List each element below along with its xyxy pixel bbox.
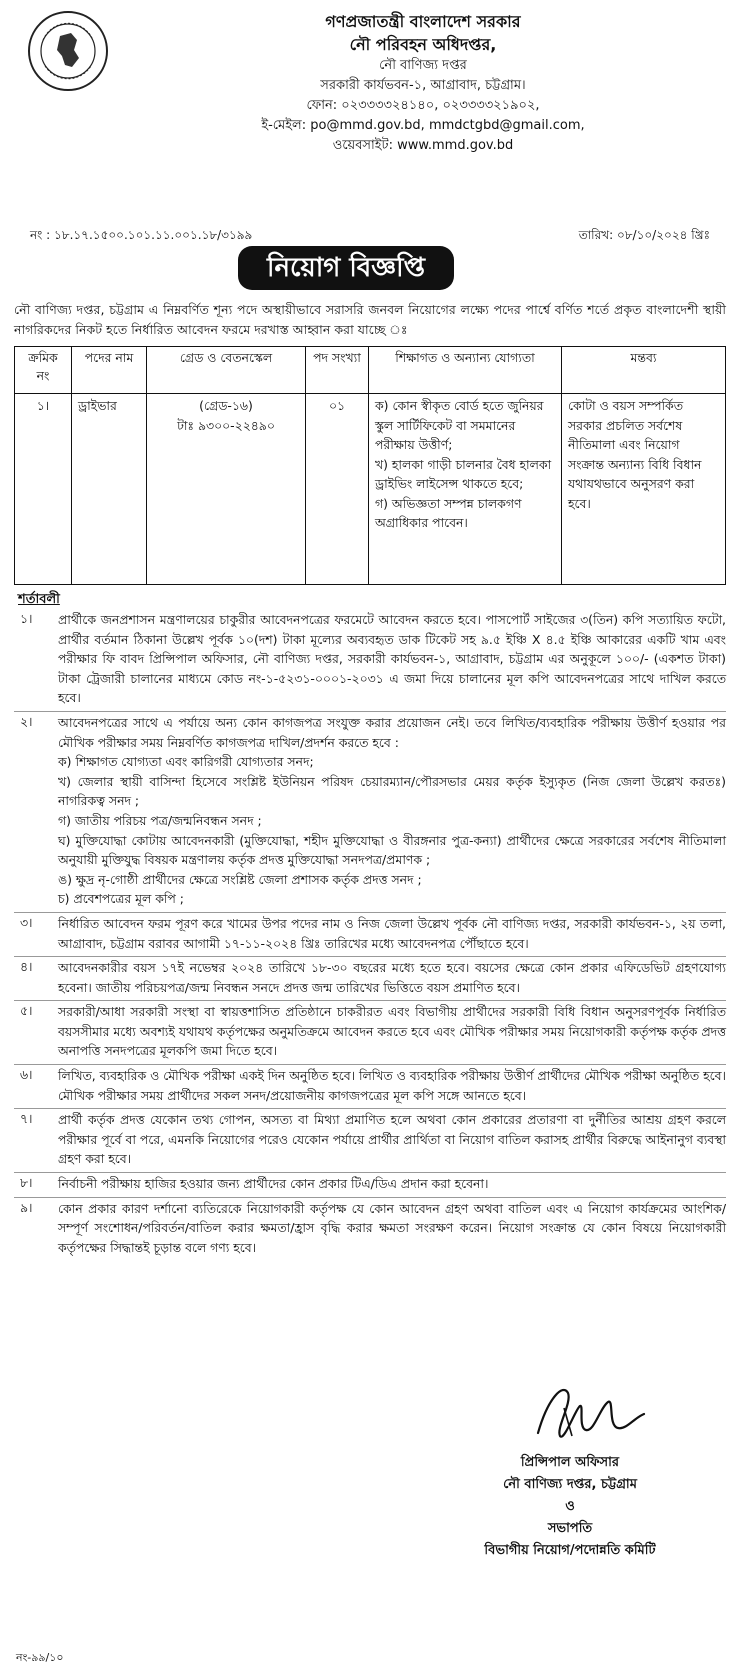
- condition-number: ৪।: [20, 959, 33, 975]
- condition-item: [14, 1173, 726, 1198]
- signatory-office: নৌ বাণিজ্য দপ্তর, চট্টগ্রাম: [503, 1477, 637, 1492]
- table-row: [15, 394, 726, 585]
- condition-number: ২।: [20, 713, 33, 729]
- department-name: নৌ পরিবহন অধিদপ্তর,: [349, 35, 497, 54]
- footer-code: নং-৯৯/১০: [16, 1651, 64, 1664]
- col-count: পদ সংখ্যা: [306, 347, 369, 394]
- memo-number: নং : ১৮.১৭.১৫০০.১০১.১১.০০১.১৮/৩১৯৯: [30, 228, 253, 242]
- row-grade: [147, 394, 306, 585]
- document-item: ঘ) মুক্তিযোদ্ধা কোটায় আবেদনকারী (মুক্তিযোদ্ধা, শহীদ মুক্তিযোদ্ধা ও বীরঙ্গনার পুত্র-কন্যা) প্রার্থীদের ক্ষেত্রে সরকারের সর্বশেষ নীতিমালা অনুযায়ী মুক্তিযুদ্ধ বিষয়ক মন্ত্রণালয় কর্তৃক প্রদত্ত মুক্তিযোদ্ধা সনদপত্র/প্রমাণক ;: [58, 832, 726, 868]
- condition-text: আবেদনকারীর বয়স ১৭ই নভেম্বর ২০২৪ তারিখে ১৮-৩০ বছরের মধ্যে হতে হবে। বয়সের ক্ষেত্রে কোন প্রকার এফিডেভিট গ্রহণযোগ্য হবেনা। জাতীয় পরিচয়পত্র/জন্ম নিবন্ধন সনদে প্রদত্ত জন্ম তারিখের ভিত্তিতে বয়স প্রমাণিত হবে।: [58, 960, 726, 995]
- row-qualification: [369, 394, 562, 585]
- committee-name: বিভাগীয় নিয়োগ/পদোন্নতি কমিটি: [484, 1543, 656, 1558]
- condition-text: কোন প্রকার কারণ দর্শানো ব্যতিরেকে নিয়োগকারী কর্তৃপক্ষ যে কোন আবেদন গ্রহণ অথবা বাতিল এবং এ নিয়োগ কার্যক্রমের আংশিক/সম্পূর্ণ সংশোধন/পরিবর্তন/বাতিল করার ক্ষমতা/হ্রাস বৃদ্ধি করার ক্ষমতা সংরক্ষণ করেন। নিয়োগ সংক্রান্ত যে কোন বিষয়ে নিয়োগকারী কর্তৃপক্ষের সিদ্ধান্তই চূড়ান্ত বলে গণ্য হবে।: [58, 1200, 726, 1255]
- condition-number: ৯।: [20, 1199, 33, 1215]
- document-item: খ) জেলার স্থায়ী বাসিন্দা হিসেবে সংশ্লিষ্ট ইউনিয়ন পরিষদ চেয়ারম্যান/পৌরসভার মেয়র কর্তৃক ইস্যুকৃত (নিজ জেলা উল্লেখ করতঃ) নাগরিকত্ব সনদ ;: [58, 773, 726, 809]
- notice-date: তারিখ: ০৮/১০/২০২৪ খ্রিঃ: [578, 228, 710, 242]
- pay-scale: টাঃ ৯৩০০-২২৪৯০: [177, 417, 275, 433]
- condition-number: ৬।: [20, 1067, 33, 1083]
- vacancy-table: [14, 346, 726, 585]
- condition-item: [14, 1198, 726, 1261]
- row-serial: ১।: [15, 394, 72, 585]
- signatory-conjunction: ও: [565, 1499, 575, 1514]
- condition-text: প্রার্থী কর্তৃক প্রদত্ত যেকোন তথ্য গোপন, অসত্য বা মিথ্যা প্রমাণিত হলে অথবা কোন প্রকারের প্রতারণা বা দুর্নীতির আশ্রয় গ্রহণ করলে পরীক্ষার পূর্বে বা পরে, এমনকি নিয়োগের পরেও যেকোন পর্যায়ে প্রার্থীর প্রার্থিতা বা নিয়োগ বাতিল করাসহ প্রার্থীর বিরুদ্ধে আইনানুগ ব্যবস্থা গ্রহণ করা হবে।: [58, 1112, 726, 1167]
- conditions-list: [14, 609, 726, 1260]
- qualification-item: ক) কোন স্বীকৃত বোর্ড হতে জুনিয়র স্কুল সার্টিফিকেট বা সমমানের পরীক্ষায় উত্তীর্ণ;: [375, 398, 544, 452]
- document-item: ঙ) ক্ষুদ্র নৃ-গোষ্ঠী প্রার্থীদের ক্ষেত্রে সংশ্লিষ্ট জেলা প্রশাসক কর্তৃক প্রদত্ত সনদ ;: [58, 871, 422, 887]
- office-address: সরকারী কার্যভবন-১, আগ্রাবাদ, চট্টগ্রাম।: [320, 78, 526, 93]
- office-name: নৌ বাণিজ্য দপ্তর: [379, 58, 467, 73]
- condition-item: [14, 712, 726, 913]
- condition-text: নির্ধারিত আবেদন ফরম পূরণ করে খামের উপর পদের নাম ও নিজ জেলা উল্লেখ পূর্বক নৌ বাণিজ্য দপ্তর, সরকারী কার্যভবন-১, ২য় তলা, আগ্রাবাদ, চট্টগ্রাম বরাবর আগামী ১৭-১১-২০২৪ খ্রিঃ তারিখের মধ্যে আবেদনপত্র পৌঁছাতে হবে।: [58, 915, 726, 951]
- government-seal: [27, 10, 109, 92]
- notice-title: নিয়োগ বিজ্ঞপ্তি: [238, 246, 454, 290]
- conditions-heading: শর্তাবলী: [18, 592, 60, 607]
- condition-item: [14, 957, 726, 1001]
- row-post: ড্রাইভার: [72, 394, 147, 585]
- col-qualification: শিক্ষাগত ও অন্যান্য যোগ্যতা: [369, 347, 562, 394]
- row-remarks: কোটা ও বয়স সম্পর্কিত সরকার প্রচলিত সর্বশেষ নীতিমালা এবং নিয়োগ সংক্রান্ত অন্যান্য বিধি বিধান যথাযথভাবে অনুসরণ করা হবে।: [562, 394, 726, 585]
- condition-number: ১।: [20, 611, 33, 626]
- col-serial: ক্রমিক নং: [15, 347, 72, 394]
- document-item: ক) শিক্ষাগত যোগ্যতা এবং কারিগরী যোগ্যতার সনদ;: [58, 754, 314, 770]
- govt-name: গণপ্রজাতন্ত্রী বাংলাদেশ সরকার: [325, 12, 521, 31]
- qualification-item: খ) হালকা গাড়ী চালনার বৈধ হালকা ড্রাইভিং লাইসেন্স থাকতে হবে;: [375, 456, 552, 491]
- document-item: গ) জাতীয় পরিচয় পত্র/জন্মনিবন্ধন সনদ ;: [58, 812, 262, 828]
- phone-numbers: ফোন: ০২৩৩৩৩২৪১৪০, ০২৩৩৩৩২১৯০২,: [306, 98, 540, 113]
- condition-text: লিখিত, ব্যবহারিক ও মৌখিক পরীক্ষা একই দিন অনুষ্ঠিত হবে। লিখিত ও ব্যবহারিক পরীক্ষায় উত্তীর্ণ প্রার্থীদের মৌখিক পরীক্ষা অনুষ্ঠিত হবে। মৌখিক পরীক্ষার সময় প্রার্থীদের সকল সনদ/প্রয়োজনীয় কাগজপত্রের মূল কপি সঙ্গে আনতে হবে।: [58, 1068, 726, 1103]
- document-item: চ) প্রবেশপত্রের মূল কপি ;: [58, 891, 184, 907]
- intro-paragraph: নৌ বাণিজ্য দপ্তর, চট্টগ্রাম এ নিম্নবর্ণিত শূন্য পদে অস্থায়ীভাবে সরাসরি জনবল নিয়োগের লক্ষ্যে পদের পার্শ্বে বর্ণিত শর্তে প্রকৃত বাংলাদেশী স্থায়ী নাগরিকদের নিকট হতে নির্ধারিত আবেদন ফরমে দরখাস্ত আহ্বান করা যাচ্ছে ঃ: [14, 302, 726, 337]
- website: ওয়েবসাইট: www.mmd.gov.bd: [332, 138, 514, 153]
- condition-item: [14, 609, 726, 712]
- condition-text: নির্বাচনী পরীক্ষায় হাজির হওয়ার জন্য প্রার্থীদের কোন প্রকার টিএ/ডিএ প্রদান করা হবেনা।: [58, 1176, 489, 1192]
- table-header-row: [15, 347, 726, 394]
- condition-item: [14, 1065, 726, 1109]
- col-post: পদের নাম: [72, 347, 147, 394]
- signatory-title: প্রিন্সিপাল অফিসার: [520, 1455, 620, 1470]
- row-count: ০১: [306, 394, 369, 585]
- letterhead: [120, 10, 726, 156]
- grade-text: (গ্রেড-১৬): [199, 398, 253, 413]
- condition-item: [14, 1109, 726, 1173]
- condition-number: ৩।: [20, 914, 33, 930]
- condition-text: প্রার্থীকে জনপ্রশাসন মন্ত্রণালয়ের চাকুরীর আবেদনপত্রের ফরমেটে আবেদন করতে হবে। পাসপোর্ট সাইজের ৩(তিন) কপি সত্যায়িত ফটো, প্রার্থীর বর্তমান ঠিকানা উল্লেখ পূর্বক ১০(দশ) টাকা মূল্যের অব্যবহৃত ডাক টিকেট সহ ৯.৫ ইঞ্চি X ৪.৫ ইঞ্চি আকারের একটি খাম এবং পরীক্ষার ফি বাবদ প্রিন্সিপাল অফিসার, নৌ বাণিজ্য দপ্তর, সরকারী কার্যভবন-১, আগ্রাবাদ, চট্টগ্রাম এর অনুকূলে ১০০/- (একশত টাকা) টাকা ট্রেজারী চালানের মাধ্যমে কোড নং-১-৫২৩১-০০০১-২০৩১ এ জমা দিয়ে চালানের মূল কপি আবেদনপত্রের সাথে দাখিল করতে হবে।: [58, 612, 726, 706]
- handwritten-signature: [468, 1378, 698, 1448]
- qualification-item: গ) অভিজ্ঞতা সম্পন্ন চালকগণ অগ্রাধিকার পাবেন।: [375, 495, 522, 530]
- col-grade: গ্রেড ও বেতনস্কেল: [147, 347, 306, 394]
- condition-number: ৫।: [20, 1003, 33, 1019]
- condition-item: [14, 913, 726, 957]
- col-remarks: মন্তব্য: [562, 347, 726, 394]
- condition-item: [14, 1001, 726, 1065]
- condition-text: আবেদনপত্রের সাথে এ পর্যায়ে অন্য কোন কাগজপত্র সংযুক্ত করার প্রয়োজন নেই। তবে লিখিত/ব্যবহারিক পরীক্ষায় উত্তীর্ণ হওয়ার পর মৌখিক পরীক্ষার সময় নিম্নবর্ণিত কাগজপত্র দাখিল/প্রদর্শন করতে হবে :: [58, 714, 726, 750]
- condition-number: ৭।: [20, 1111, 33, 1127]
- condition-text: সরকারী/আধা সরকারী সংস্থা বা স্বায়ত্তশাসিত প্রতিষ্ঠানে চাকরীরত এবং বিভাগীয় প্রার্থীদের সরকারী বিধি বিধান অনুসরণপূর্বক নির্ধারিত বয়সসীমার মধ্যে অবশ্যই যথাযথ কর্তৃপক্ষের অনুমতিক্রমে আবেদন করতে হবে এবং মৌখিক পরীক্ষার সময় নিয়োগকারী কর্তৃপক্ষ কর্তৃক প্রদত্ত অনাপত্তি সনদপত্রের মূলকপি জমা দিতে হবে।: [58, 1004, 726, 1059]
- condition-body: [58, 713, 726, 909]
- condition-number: ৮।: [20, 1175, 33, 1191]
- signature-block: [440, 1452, 700, 1562]
- email-addresses: ই-মেইল: po@mmd.gov.bd, mmdctgbd@gmail.com,: [261, 118, 585, 133]
- committee-title: সভাপতি: [547, 1521, 593, 1536]
